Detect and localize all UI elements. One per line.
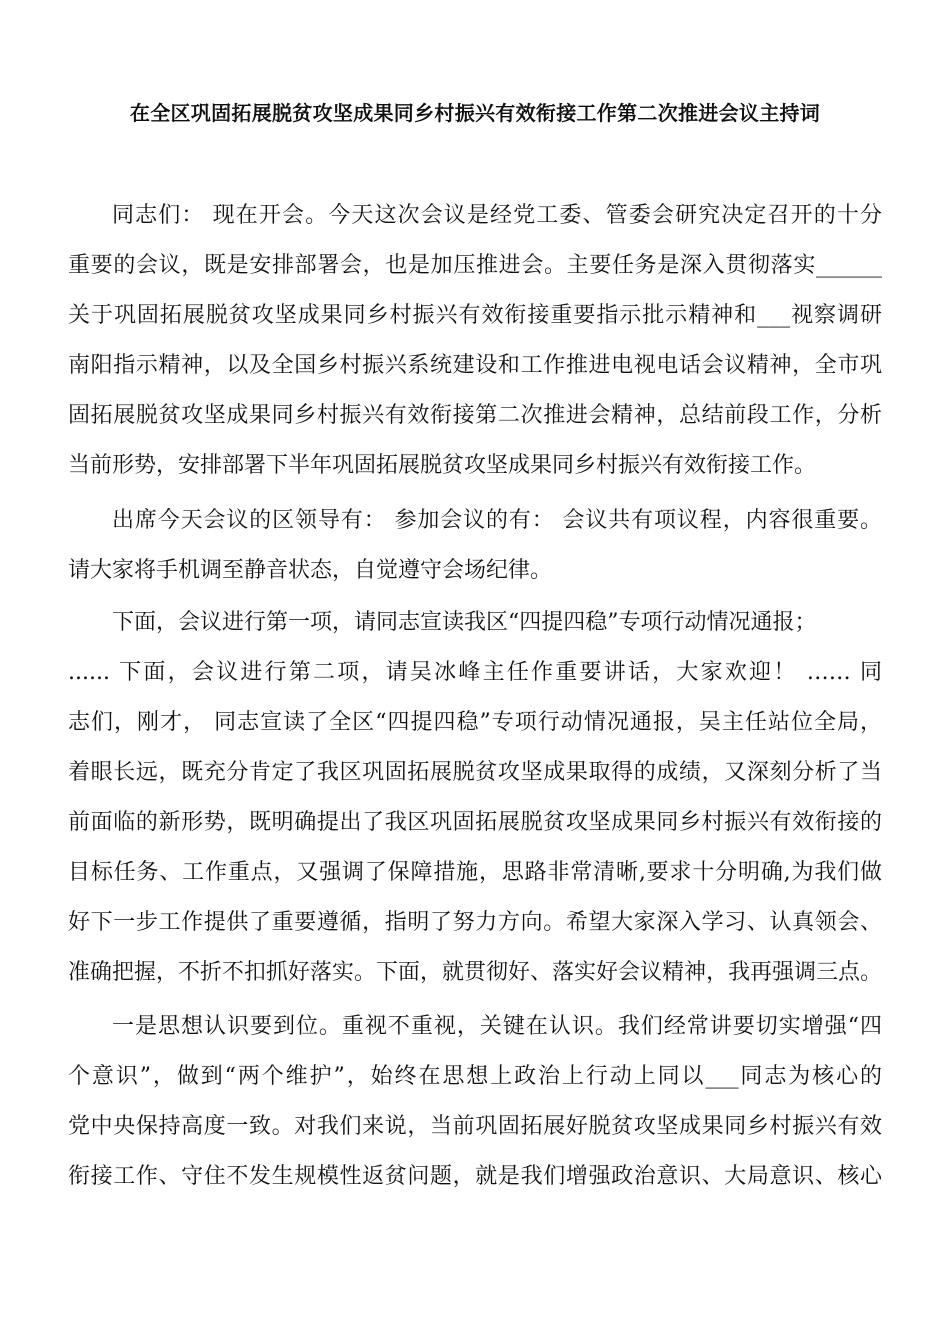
paragraph-1-line-5: 固拓展脱贫攻坚成果同乡村振兴有效衔接第二次推进会精神，总结前段工作，分析 [68, 403, 882, 428]
paragraph-4-line-4: 衔接工作、守住不发生规模性返贫问题，就是我们增强政治意识、大局意识、核心 [68, 1164, 882, 1189]
paragraph-3-line-8: 准确把握，不折不扣抓好落实。下面，就贯彻好、落实好会议精神，我再强调三点。 [68, 960, 882, 985]
paragraph-1-line-3: 关于巩固拓展脱贫攻坚成果同乡村振兴有效衔接重要指示批示精神和___视察调研 [68, 303, 882, 328]
paragraph-1-line-2: 重要的会议，既是安排部署会，也是加压推进会。主要任务是深入贯彻落实______ [68, 253, 882, 278]
paragraph-3-line-4: 着眼长远，既充分肯定了我区巩固拓展脱贫攻坚成果取得的成绩，又深刻分析了当 [68, 760, 882, 785]
page-title: 在全区巩固拓展脱贫攻坚成果同乡村振兴有效衔接工作第二次推进会议主持词 [129, 101, 821, 125]
paragraph-2-line-1: 出席今天会议的区领导有： 参加会议的有： 会议共有项议程，内容很重要。 [112, 508, 882, 533]
paragraph-4-line-1: 一是思想认识要到位。重视不重视，关键在认识。我们经常讲要切实增强“四 [112, 1014, 882, 1039]
paragraph-3-line-5: 前面临的新形势，既明确提出了我区巩固拓展脱贫攻坚成果同乡村振兴有效衔接的 [68, 810, 882, 835]
paragraph-1-line-4: 南阳指示精神，以及全国乡村振兴系统建设和工作推进电视电话会议精神，全市巩 [68, 353, 882, 378]
paragraph-1-line-1: 同志们： 现在开会。今天这次会议是经党工委、管委会研究决定召开的十分 [112, 203, 882, 228]
paragraph-3-line-7: 好下一步工作提供了重要遵循，指明了努力方向。希望大家深入学习、认真领会、 [68, 910, 882, 935]
paragraph-3-line-2: ...... 下面，会议进行第二项，请吴冰峰主任作重要讲话，大家欢迎！ …… 同 [68, 660, 882, 685]
paragraph-3-line-1: 下面，会议进行第一项，请同志宣读我区“四提四稳”专项行动情况通报； [112, 610, 817, 635]
paragraph-2-line-2: 请大家将手机调至静音状态，自觉遵守会场纪律。 [68, 558, 553, 583]
paragraph-3-line-3: 志们，刚才， 同志宣读了全区“四提四稳”专项行动情况通报，吴主任站位全局， [68, 710, 882, 735]
paragraph-1-line-6: 当前形势，安排部署下半年巩固拓展脱贫攻坚成果同乡村振兴有效衔接工作。 [68, 453, 817, 478]
paragraph-4-line-2: 个意识”，做到“两个维护”，始终在思想上政治上行动上同以___同志为核心的 [68, 1064, 882, 1089]
paragraph-4-line-3: 党中央保持高度一致。对我们来说，当前巩固拓展好脱贫攻坚成果同乡村振兴有效 [68, 1114, 882, 1139]
paragraph-3-line-6: 目标任务、工作重点，又强调了保障措施，思路非常清晰,要求十分明确,为我们做 [68, 860, 882, 885]
